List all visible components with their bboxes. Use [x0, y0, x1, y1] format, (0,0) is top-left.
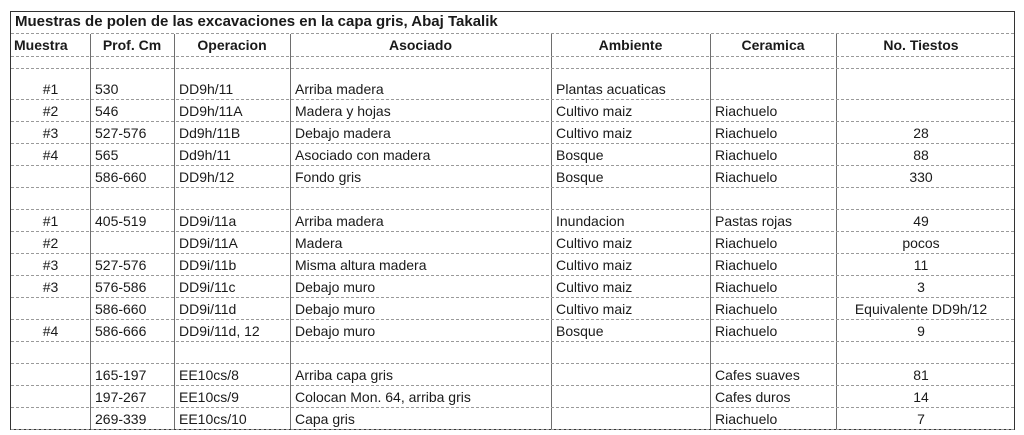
table-cell: 269-339	[95, 411, 147, 427]
table-cell: 3	[917, 279, 925, 295]
table-cell: Cultivo maiz	[556, 257, 633, 273]
column-header: No. Tiestos	[883, 37, 959, 53]
table-cell: Riachuelo	[715, 279, 778, 295]
table-cell: Plantas acuaticas	[556, 81, 666, 97]
table-cell: Riachuelo	[715, 257, 778, 273]
table-cell: Cafes duros	[715, 389, 791, 405]
table-cell: Debajo madera	[295, 125, 391, 141]
table-cell: Riachuelo	[715, 235, 778, 251]
table-cell: 586-660	[95, 169, 147, 185]
table-cell: pocos	[902, 235, 940, 251]
table-cell: Pastas rojas	[715, 213, 793, 229]
row-divider	[11, 385, 1014, 386]
table-cell: 565	[95, 147, 119, 163]
table-cell: #4	[42, 323, 59, 339]
table-cell: Madera y hojas	[295, 103, 391, 119]
column-header: Operacion	[197, 37, 267, 53]
row-divider	[11, 68, 1014, 69]
table-cell: 9	[917, 323, 925, 339]
table-cell: Debajo muro	[295, 323, 376, 339]
table-cell: EE10cs/8	[179, 367, 239, 383]
table-cell: Asociado con madera	[295, 147, 431, 163]
table-cell: 586-666	[95, 323, 147, 339]
column-header: Muestra	[14, 37, 68, 53]
table-cell: #3	[42, 279, 59, 295]
table-cell: #4	[42, 147, 59, 163]
table-cell: #2	[42, 235, 59, 251]
row-divider	[11, 275, 1014, 276]
table-cell: DD9i/11A	[179, 235, 238, 251]
table-cell: #1	[42, 213, 59, 229]
table-cell: #1	[42, 81, 59, 97]
table-cell: Madera	[295, 235, 343, 251]
row-divider	[11, 209, 1014, 210]
column-header: Ambiente	[598, 37, 663, 53]
table-cell: Fondo gris	[295, 169, 362, 185]
table-cell: Riachuelo	[715, 103, 778, 119]
table-cell: Arriba capa gris	[295, 367, 394, 383]
table-cell: 405-519	[95, 213, 147, 229]
table-cell: DD9i/11a	[179, 213, 237, 229]
table-cell: Arriba madera	[295, 81, 384, 97]
row-divider	[11, 363, 1014, 364]
row-divider	[11, 253, 1014, 254]
table-cell: Riachuelo	[715, 147, 778, 163]
table-cell: Equivalente DD9h/12	[854, 301, 988, 317]
table-cell: DD9i/11b	[179, 257, 237, 273]
table-cell: #3	[42, 257, 59, 273]
row-divider	[11, 407, 1014, 408]
table-cell: Capa gris	[295, 411, 355, 427]
table-cell: Bosque	[556, 147, 604, 163]
table-cell: Cultivo maiz	[556, 301, 633, 317]
table-cell: 7	[917, 411, 925, 427]
table-cell: Colocan Mon. 64, arriba gris	[295, 389, 471, 405]
table-cell: Riachuelo	[715, 323, 778, 339]
table-cell: Inundacion	[556, 213, 625, 229]
table-cell: Riachuelo	[715, 411, 778, 427]
table-cell: 527-576	[95, 257, 147, 273]
row-divider	[11, 121, 1014, 122]
column-header: Asociado	[388, 37, 452, 53]
table-cell: 546	[95, 103, 119, 119]
table-cell: 11	[913, 257, 929, 273]
table-cell: 586-660	[95, 301, 147, 317]
table-cell: Riachuelo	[715, 169, 778, 185]
table-cell: Debajo muro	[295, 279, 376, 295]
row-divider	[11, 319, 1014, 320]
table-cell: 28	[913, 125, 929, 141]
table-cell: DD9i/11d	[179, 301, 237, 317]
table-cell: Cafes suaves	[715, 367, 800, 383]
table-cell: Dd9h/11B	[179, 125, 241, 141]
table-cell: Arriba madera	[295, 213, 384, 229]
table-cell: EE10cs/9	[179, 389, 239, 405]
table-cell: #2	[42, 103, 59, 119]
table-cell: Riachuelo	[715, 125, 778, 141]
row-divider	[11, 165, 1014, 166]
table-cell: Cultivo maiz	[556, 279, 633, 295]
table-cell: Bosque	[556, 323, 604, 339]
table-cell: Cultivo maiz	[556, 235, 633, 251]
table-cell: DD9h/11A	[179, 103, 243, 119]
table-cell: EE10cs/10	[179, 411, 247, 427]
table-cell: 165-197	[95, 367, 147, 383]
row-divider	[11, 56, 1014, 57]
table-cell: 49	[913, 213, 929, 229]
row-divider	[11, 297, 1014, 298]
table-title: Muestras de polen de las excavaciones en la capa gris, Abaj Takalik	[15, 13, 498, 30]
table-cell: DD9h/12	[179, 169, 235, 185]
table-cell: #3	[42, 125, 59, 141]
table-cell: 88	[913, 147, 929, 163]
table-cell: 197-267	[95, 389, 147, 405]
table-cell: Cultivo maiz	[556, 125, 633, 141]
column-header: Ceramica	[741, 37, 805, 53]
table-cell: Misma altura madera	[295, 257, 427, 273]
table-cell: Riachuelo	[715, 301, 778, 317]
row-divider	[11, 187, 1014, 188]
row-divider	[11, 341, 1014, 342]
table-cell: 14	[913, 389, 929, 405]
table-cell: DD9i/11d, 12	[179, 323, 260, 339]
row-divider	[11, 143, 1014, 144]
table-cell: Bosque	[556, 169, 604, 185]
table-cell: 576-586	[95, 279, 147, 295]
row-divider	[11, 429, 1014, 430]
table-cell: DD9i/11c	[179, 279, 236, 295]
pollen-samples-table	[10, 11, 1015, 430]
column-header: Prof. Cm	[102, 37, 162, 53]
row-divider	[11, 231, 1014, 232]
table-cell: 530	[95, 81, 119, 97]
table-cell: Dd9h/11	[179, 147, 231, 163]
table-cell: Cultivo maiz	[556, 103, 633, 119]
table-cell: Debajo muro	[295, 301, 376, 317]
row-divider	[11, 99, 1014, 100]
table-cell: 330	[909, 169, 933, 185]
table-cell: 527-576	[95, 125, 147, 141]
row-divider	[11, 33, 1014, 34]
table-cell: DD9h/11	[179, 81, 234, 97]
table-cell: 81	[913, 367, 929, 383]
